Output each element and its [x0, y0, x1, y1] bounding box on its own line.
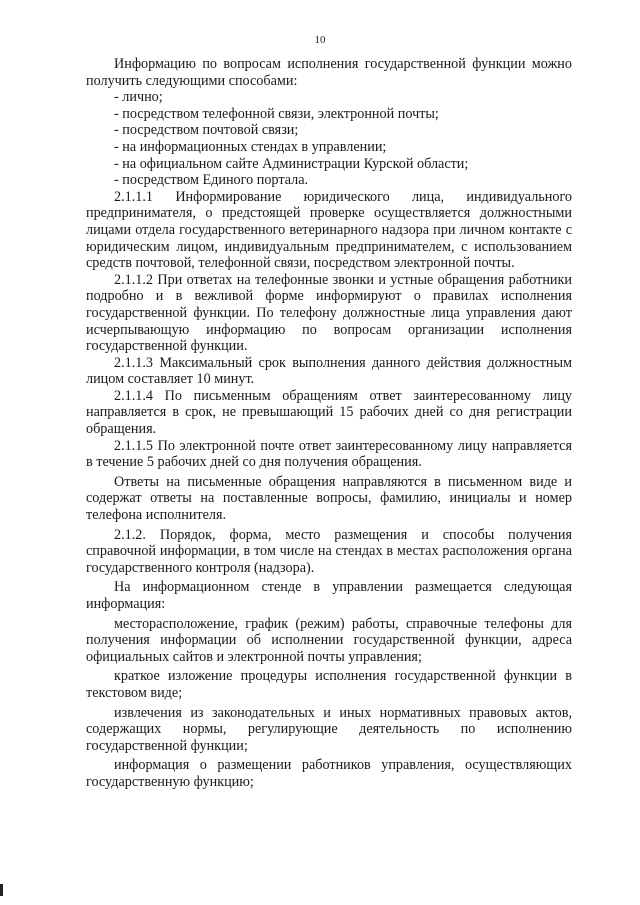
paragraph-legal-extracts: извлечения из законодательных и иных нормативных правовых актов, содержащих нормы, регулирующие деятельность по исполнению государственной функции;: [86, 704, 572, 754]
paragraph-info-stand: На информационном стенде в управлении размещается следующая информация:: [86, 579, 572, 612]
method-item: - посредством телефонной связи, электронной почты;: [114, 105, 439, 122]
paragraph-2-1-1-5: 2.1.1.5 По электронной почте ответ заинтересованному лицу направляется в течение 5 рабочих дней со дня получения обращения.: [86, 437, 572, 471]
paragraph-2-1-1-3: 2.1.1.3 Максимальный срок выполнения данного действия должностным лицом составляет 10 минут.: [86, 354, 572, 388]
paragraph-2-1-1-1: 2.1.1.1 Информирование юридического лица, индивидуального предпринимателя, о предстоящей проверке осуществляется должностными лицами отдела государственного ветеринарного надзора при личном контакте с юридическим лицом, индивидуальным предпринимателем, с использованием средств почтовой, телефонной связи, посредством электронной почты.: [86, 188, 572, 272]
scan-edge-mark: [0, 884, 3, 896]
document-body: [86, 56, 572, 794]
paragraph-location-schedule: месторасположение, график (режим) работы, справочные телефоны для получения информации об исполнении государственной функции, адреса официальных сайтов и электронной почты управления;: [86, 615, 572, 665]
method-item: - на официальном сайте Администрации Курской области;: [114, 155, 469, 172]
method-item: - посредством почтовой связи;: [114, 122, 299, 139]
paragraph-procedure-summary: краткое изложение процедуры исполнения государственной функции в текстовом виде;: [86, 668, 572, 701]
page-number: 10: [314, 34, 326, 46]
intro-paragraph: Информацию по вопросам исполнения государственной функции можно получить следующими способами:: [86, 56, 572, 89]
paragraph-staff-placement: информация о размещении работников управления, осуществляющих государственную функцию;: [86, 757, 572, 790]
paragraph-2-1-1-4: 2.1.1.4 По письменным обращениям ответ заинтересованному лицу направляется в срок, не превышающий 15 рабочих дней со дня регистрации обращения.: [86, 387, 572, 438]
paragraph-2-1-1-2: 2.1.1.2 При ответах на телефонные звонки и устные обращения работники подробно и в вежливой форме информируют о правилах исполнения государственной функции. По телефону должностные лица управления дают исчерпывающую информацию по вопросам организации исполнения государственной функции.: [86, 271, 572, 355]
method-item: - посредством Единого портала.: [114, 172, 309, 189]
paragraph-answers: Ответы на письменные обращения направляются в письменном виде и содержат ответы на поставленные вопросы, фамилию, инициалы и номер телефона исполнителя.: [86, 473, 572, 524]
method-item: - лично;: [114, 89, 163, 106]
paragraph-2-1-2: 2.1.2. Порядок, форма, место размещения и способы получения справочной информации, в том числе на стендах в местах расположения органа государственного контроля (надзора).: [86, 526, 572, 576]
method-item: - на информационных стендах в управлении;: [114, 138, 387, 155]
